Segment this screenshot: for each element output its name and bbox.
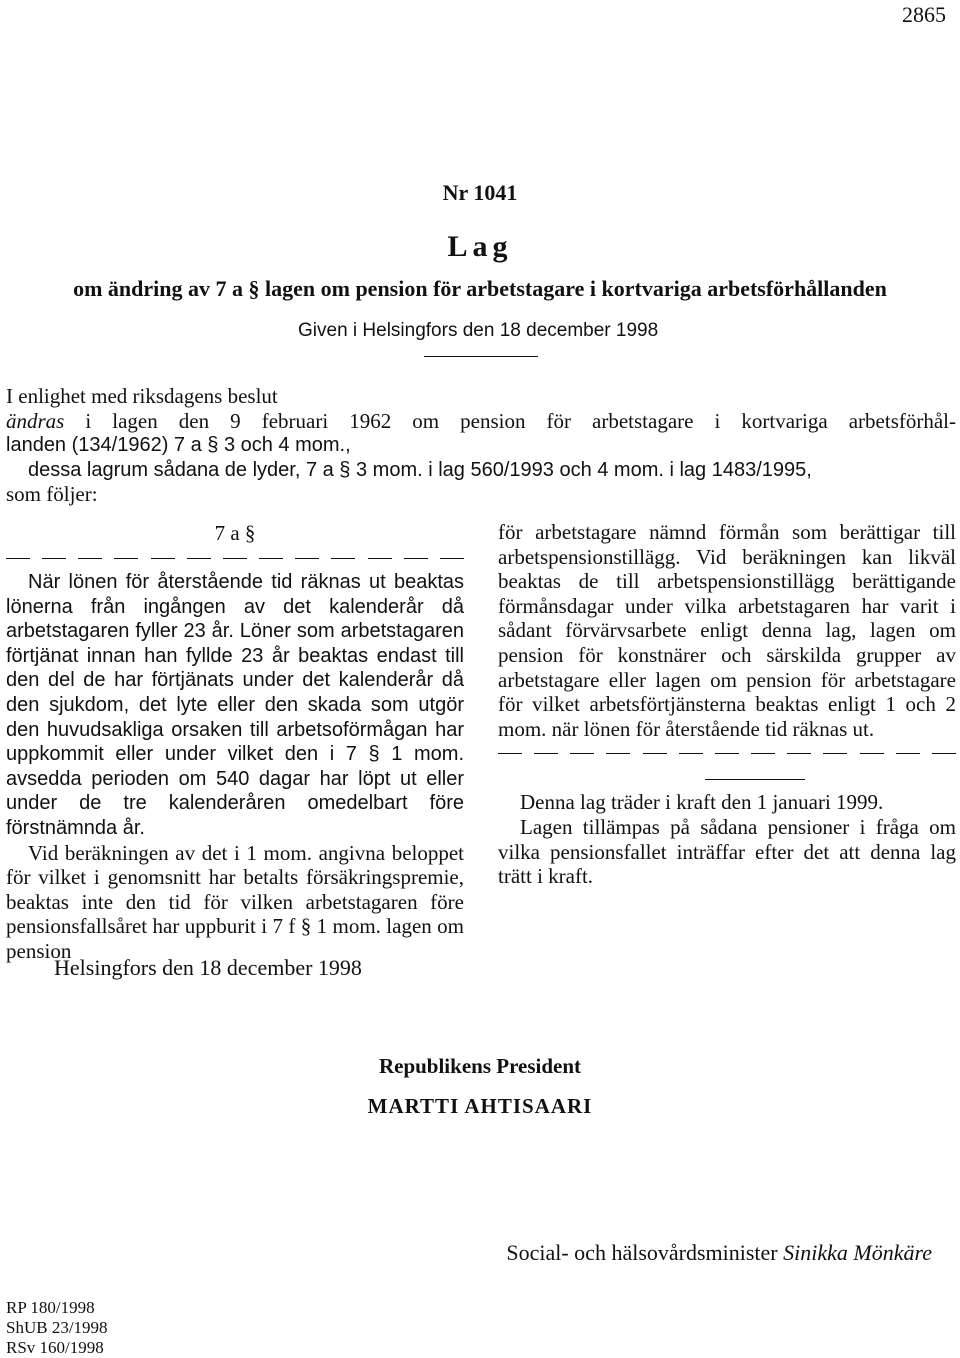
paragraph: När lönen för återstående tid räknas ut beaktas lönerna från ingången av det kalenderår då arbetstagaren fyller 23 år. Löner som arbetstagaren förtjänat innan han fyllde 23 år beaktas endast till den del de har förtjänats under det kalenderår då den sjukdom, det lyte eller den skada som utgör den huvudsakliga orsaken till arbetsoförmågan har uppkommit eller under vilket den i 7 § 1 mom. avsedda perioden om 540 dagar har löpt ut eller under de tre kalenderåren omedelbart före förstnämnda år.: [6, 571, 464, 839]
president-name: MARTTI AHTISAARI: [367, 1094, 593, 1118]
paragraph: Vid beräkningen av det i 1 mom. angivna beloppet för vilket i genomsnitt har betalts försäkringspremie, beaktas inte den tid för vilken arbetstagaren före pensionsfallsåret har uppburit i 7 f § 1 mom. lagen om pension: [6, 840, 464, 963]
section-divider: [705, 779, 805, 780]
paragraph: för arbetstagare nämnd förmån som berättigar till arbetspensionstillägg. Vid beräkningen kan likväl beaktas de till arbetspensionstillägg berättigande förmånsdagar under vilka arbetstagaren har varit i sådant förvärvsarbete enligt denna lag, lagen om pension för konstnärer och särskilda grupper av arbetstagare eller lagen om pension för arbetstagare för vilket arbetsförtjänsterna beaktas enligt 1 och 2 mom. när lönen för återstående tid räknas ut.: [498, 520, 956, 741]
minister-title: Social- och hälsovårdsminister: [506, 1240, 784, 1265]
preamble-italic-word: ändras: [6, 408, 65, 433]
place-date: Helsingfors den 18 december 1998: [54, 955, 362, 980]
reference-item: RP 180/1998: [6, 1298, 95, 1317]
preamble-line: som följer:: [6, 482, 98, 507]
right-column: [498, 520, 956, 889]
preamble: [6, 384, 956, 507]
omission-dashes: [6, 546, 464, 570]
preamble-line: I enlighet med riksdagens beslut: [6, 384, 278, 408]
preamble-line: dessa lagrum sådana de lyder, 7 a § 3 mom. i lag 560/1993 och 4 mom. i lag 1483/1995,: [28, 458, 812, 481]
title-divider: [424, 356, 538, 357]
preamble-line: landen (134/1962) 7 a § 3 och 4 mom.,: [6, 434, 351, 457]
omission-dashes: [498, 741, 956, 765]
law-type-heading: Lag: [447, 230, 513, 263]
given-date: Given i Helsingfors den 18 december 1998: [298, 320, 659, 341]
reference-item: ShUB 23/1998: [6, 1318, 108, 1337]
reference-item: RSv 160/1998: [6, 1338, 104, 1357]
minister-signature: [506, 1240, 932, 1266]
section-heading: 7 a §: [214, 521, 256, 545]
law-number: Nr 1041: [442, 180, 518, 205]
minister-name: Sinikka Mönkäre: [783, 1240, 932, 1265]
paragraph: Denna lag träder i kraft den 1 januari 1999.: [520, 790, 884, 815]
page-number: 2865: [902, 2, 946, 27]
preamble-line: [6, 409, 956, 434]
references: [6, 1298, 108, 1358]
law-title: om ändring av 7 a § lagen om pension för arbetstagare i kortvariga arbetsförhållanden: [73, 276, 887, 301]
left-column: [6, 520, 464, 964]
paragraph: Lagen tillämpas på sådana pensioner i fråga om vilka pensionsfallet inträffar efter det att denna lag trätt i kraft.: [498, 814, 956, 889]
president-title: Republikens President: [378, 1054, 582, 1078]
preamble-text: i lagen den 9 februari 1962 om pension för arbetstagare i kortvariga arbetsförhål-: [64, 408, 956, 433]
